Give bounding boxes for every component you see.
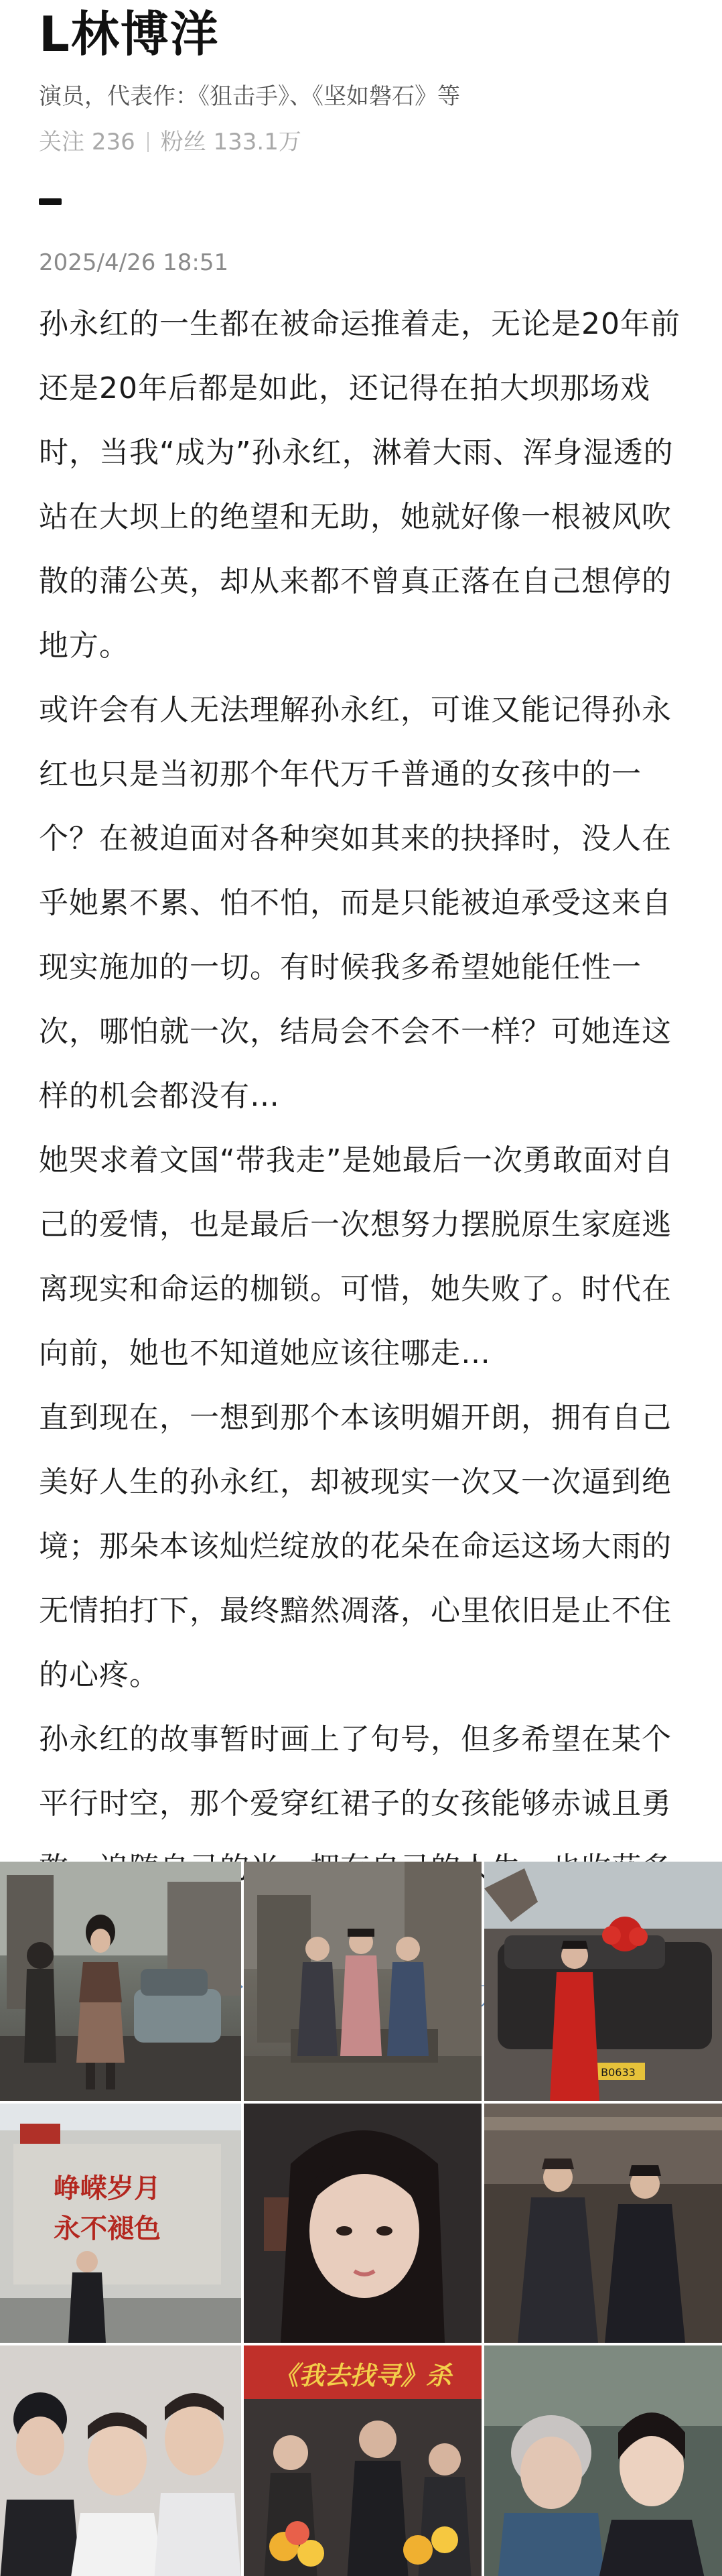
followers-label: 粉丝 xyxy=(160,129,206,155)
following-label: 关注 xyxy=(39,129,84,155)
post-paragraph: 孙永红的故事暂时画上了句号，但多希望在某个平行时空，那个爱穿红裙子的女孩能够赤诚且勇 xyxy=(39,1722,672,1821)
photo-three-actors-image xyxy=(244,1862,482,2101)
profile-stats xyxy=(39,125,301,159)
photo-two-women-outdoor[interactable] xyxy=(484,2345,722,2576)
photo-street-scene-image xyxy=(0,1862,241,2101)
post-paragraph: 直到现在，一想到那个本该明媚开朗，拥有自己美好人生的孙永红，却被现实一次又一次逼到绝境；那朵本该灿烂绽放的花朵在命运这场大雨的无情拍打下，最终黯然凋落，心里依旧是止不住的心疼。 xyxy=(39,1401,672,1692)
following-count: 236 xyxy=(91,129,135,155)
photo-two-women-coats-image xyxy=(484,2104,722,2343)
followers-stat[interactable] xyxy=(161,129,301,155)
photo-red-dress-car-image xyxy=(484,1862,722,2101)
photo-wrap-party-image xyxy=(244,2345,482,2576)
car-plate-text: B0633 xyxy=(601,2066,636,2079)
photo-selfie-portrait-image xyxy=(244,2104,482,2343)
profile-bio: 演员，代表作：《狙击手》、《坚如磐石》等 xyxy=(39,83,460,110)
photo-grid xyxy=(0,1862,722,2576)
photo-memorial-wall-image xyxy=(0,2104,241,2343)
banner-text: 《我去找寻》杀 xyxy=(273,2361,452,2390)
post-body xyxy=(39,292,690,2029)
photo-red-dress-car[interactable] xyxy=(484,1862,722,2101)
wall-text-line1: 峥嵘岁月 xyxy=(54,2173,161,2204)
photo-two-women-coats[interactable] xyxy=(484,2104,722,2343)
wall-text-line2: 永不褪色 xyxy=(54,2213,161,2244)
profile-name[interactable]: L林博洋 xyxy=(39,6,220,62)
following-stat[interactable] xyxy=(39,129,135,155)
photo-three-men-selfie-image xyxy=(0,2345,241,2576)
followers-count: 133.1万 xyxy=(213,129,301,155)
photo-memorial-wall[interactable] xyxy=(0,2104,241,2343)
photo-selfie-portrait[interactable] xyxy=(244,2104,482,2343)
dash-icon xyxy=(39,198,62,205)
photo-three-actors[interactable] xyxy=(244,1862,482,2101)
photo-three-men-selfie[interactable] xyxy=(0,2345,241,2576)
photo-street-scene[interactable] xyxy=(0,1862,241,2101)
post-paragraph: 或许会有人无法理解孙永红，可谁又能记得孙永红也只是当初那个年代万千普通的女孩中的一个？在被迫面对各种突如其来的抉择时，没人在乎她累不累、怕不怕，而是只能被迫承受这来自现实施加的一切。有时候我多希望她能任性一次，哪怕就一次，结局会不会不一样？可她连这样的机会都没有… xyxy=(39,693,672,1113)
post-paragraph: 孙永红的一生都在被命运推着走，无论是20年前还是20年后都是如此，还记得在拍大坝那场戏时，当我“成为”孙永红，淋着大雨、浑身湿透的站在大坝上的绝望和无助，她就好像一根被风吹散的蒲公英，却从来都不曾真正落在自己想停的地方。 xyxy=(39,307,680,663)
post-paragraph: 她哭求着文国“带我走”是她最后一次勇敢面对自己的爱情，也是最后一次想努力摆脱原生家庭逃离现实和命运的枷锁。可惜，她失败了。时代在向前，她也不知道她应该往哪走… xyxy=(39,1143,674,1370)
post-timestamp: 2025/4/26 18:51 xyxy=(39,249,229,276)
photo-wrap-party[interactable] xyxy=(244,2345,482,2576)
photo-two-women-outdoor-image xyxy=(484,2345,722,2576)
stats-divider xyxy=(147,132,149,152)
